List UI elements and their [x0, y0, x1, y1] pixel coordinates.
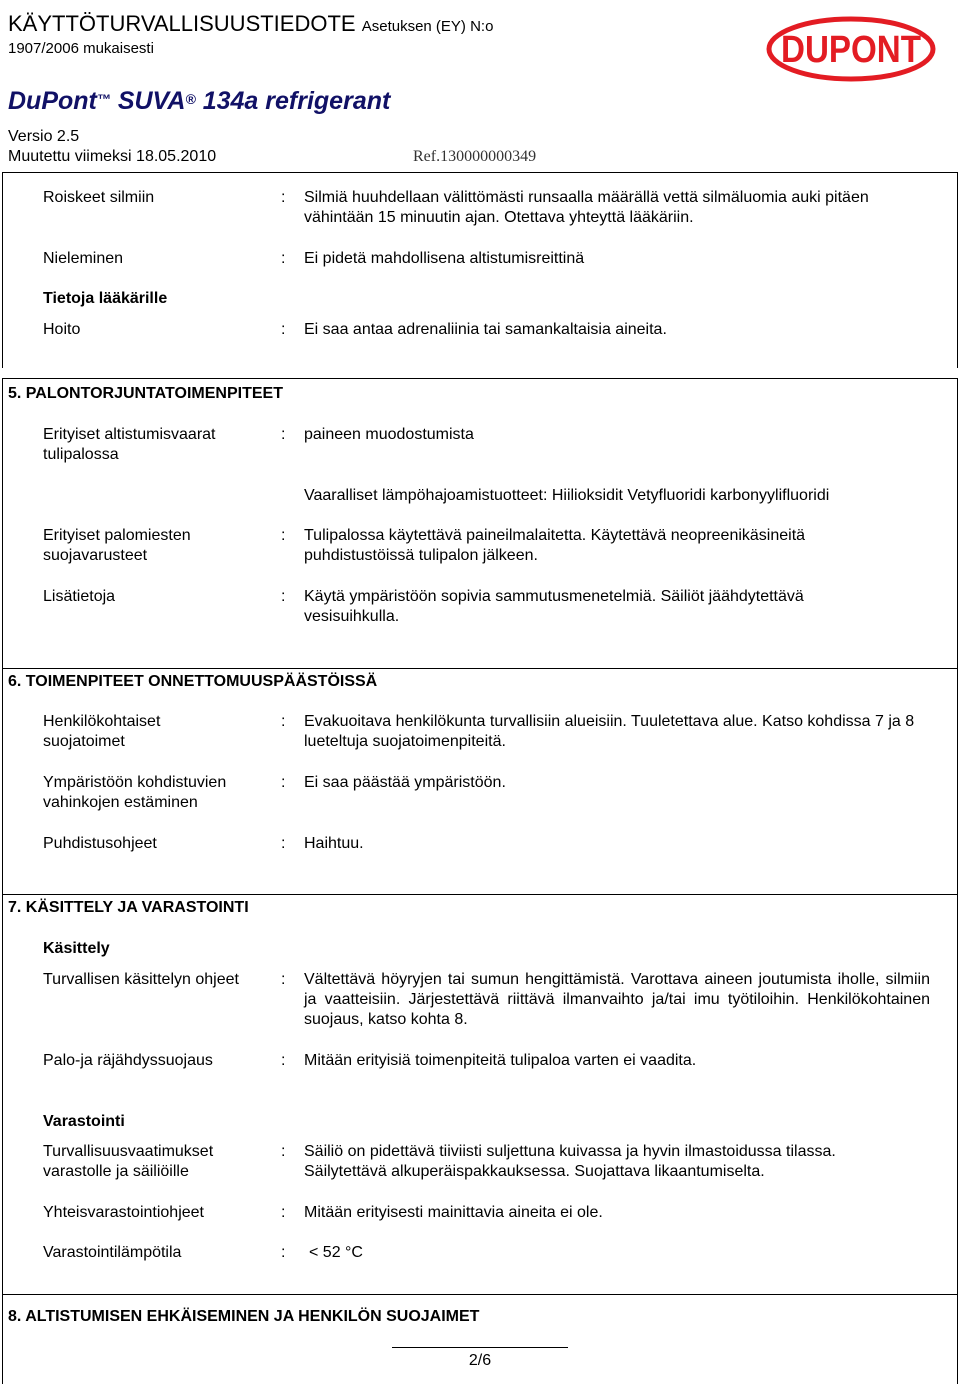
ingestion-value: Ei pidetä mahdollisena altistumisreittinä — [304, 250, 585, 267]
reference-number: Ref.130000000349 — [413, 148, 537, 165]
decomposition-products: Vaaralliset lämpöhajoamistuotteet: Hiilioksidit Vetyfluoridi karbonyylifluoridi — [304, 487, 830, 504]
product-rest: 134a refrigerant — [202, 87, 391, 115]
eye-contact-label: Roiskeet silmiin — [43, 189, 155, 206]
firefighter-ppe-value: Tulipalossa käytettävä paineilmalaitetta. Käytettävä neopreenikäsineitä puhdistustöissä tulipalon jälkeen. — [304, 527, 806, 564]
separator: : — [281, 1143, 286, 1160]
personal-precautions-label: Henkilökohtaiset — [43, 713, 161, 730]
separator: : — [281, 527, 286, 544]
separator: : — [281, 713, 286, 730]
registered-symbol: ® — [185, 91, 196, 107]
fire-hazard-label-line2: tulipalossa — [43, 446, 119, 463]
dupont-logo — [766, 16, 936, 82]
divider — [2, 172, 958, 173]
joint-storage-label: Yhteisvarastointiohjeet — [43, 1204, 204, 1221]
separator: : — [281, 1204, 286, 1221]
fire-explosion-label: Palo-ja räjähdyssuojaus — [43, 1052, 213, 1069]
divider — [2, 1294, 958, 1295]
safe-handling-label: Turvallisen käsittelyn ohjeet — [43, 971, 239, 988]
separator: : — [281, 321, 286, 338]
trademark-symbol: ™ — [96, 91, 111, 107]
storage-temperature-value: < 52 °C — [309, 1244, 363, 1261]
title-regulation-line2: 1907/2006 mukaisesti — [8, 40, 154, 57]
environmental-precautions-label: Ympäristöön kohdistuvien — [43, 774, 227, 791]
environmental-precautions-value: Ei saa päästää ympäristöön. — [304, 774, 506, 791]
additional-info-value: Käytä ympäristöön sopivia sammutusmenetelmiä. Säiliöt jäähdytettävä vesisuihkulla. — [304, 588, 804, 625]
firefighter-ppe-label: Erityiset palomiesten — [43, 527, 191, 544]
page-number: 2/6 — [468, 1352, 492, 1369]
divider — [2, 378, 958, 379]
firefighter-ppe-label-line2: suojavarusteet — [43, 547, 148, 564]
section-5-heading: 5. PALONTORJUNTATOIMENPITEET — [8, 385, 283, 402]
product-suva: SUVA — [117, 87, 186, 115]
handling-heading: Käsittely — [43, 940, 110, 957]
safe-handling-value: Vältettävä höyryjen tai sumun hengittämistä. Varottava aineen joutumista iholle, silmiin ja vaatteisiin. Järjestettävä riittävä ilmanvaihto ja/tai imu työtiloihin. Henkilökohtainen suojaus, katso kohta 8. — [304, 971, 930, 1028]
joint-storage-value: Mitään erityisesti mainittavia aineita ei ole. — [304, 1204, 603, 1221]
treatment-label: Hoito — [43, 321, 81, 338]
footer-divider — [392, 1347, 568, 1348]
section-8-heading: 8. ALTISTUMISEN EHKÄISEMINEN JA HENKILÖN SUOJAIMET — [8, 1308, 480, 1325]
additional-info-label: Lisätietoja — [43, 588, 116, 605]
separator: : — [281, 1244, 286, 1261]
storage-requirements-value: Säiliö on pidettävä tiiviisti suljettuna kuivassa ja hyvin ilmastoidussa tilassa. Säilytettävä alkuperäispakkauksessa. Suojattava likaantumiselta. — [304, 1143, 836, 1180]
storage-heading: Varastointi — [43, 1113, 125, 1130]
divider — [2, 668, 958, 669]
environmental-precautions-label-line2: vahinkojen estäminen — [43, 794, 198, 811]
personal-precautions-value: Evakuoitava henkilökunta turvallisiin alueisiin. Tuuletettava alue. Katso kohdissa 7 ja 8 lueteltuja suojatoimenpiteitä. — [304, 713, 915, 750]
version: Versio 2.5 — [8, 128, 80, 145]
separator: : — [281, 971, 286, 988]
document-header — [0, 0, 960, 172]
separator: : — [281, 189, 286, 206]
separator: : — [281, 426, 286, 443]
storage-temperature-label: Varastointilämpötila — [43, 1244, 182, 1261]
separator: : — [281, 588, 286, 605]
title-main: KÄYTTÖTURVALLISUUSTIEDOTE — [8, 11, 356, 36]
title-regulation: Asetuksen (EY) N:o — [361, 18, 494, 35]
storage-requirements-label: Turvallisuusvaatimukset — [43, 1143, 214, 1160]
separator: : — [281, 835, 286, 852]
fire-hazard-value: paineen muodostumista — [304, 426, 474, 443]
section-7-heading: 7. KÄSITTELY JA VARASTOINTI — [8, 899, 249, 916]
document-title — [8, 10, 493, 41]
product-name — [8, 85, 390, 117]
fire-explosion-value: Mitään erityisiä toimenpiteitä tulipaloa varten ei vaadita. — [304, 1052, 697, 1069]
cleanup-label: Puhdistusohjeet — [43, 835, 157, 852]
revised-date: Muutettu viimeksi 18.05.2010 — [8, 148, 217, 165]
ingestion-label: Nieleminen — [43, 250, 124, 267]
doctor-info-heading: Tietoja lääkärille — [43, 290, 168, 307]
product-brand: DuPont — [8, 87, 97, 115]
personal-precautions-label-line2: suojatoimet — [43, 733, 125, 750]
treatment-value: Ei saa antaa adrenaliinia tai samankaltaisia aineita. — [304, 321, 667, 338]
fire-hazard-label: Erityiset altistumisvaarat — [43, 426, 216, 443]
separator: : — [281, 250, 286, 267]
eye-contact-value: Silmiä huuhdellaan välittömästi runsaalla määrällä vettä silmäluomia auki pitäen vähintään 15 minuutin ajan. Otettava yhteyttä lääkäriin. — [304, 189, 869, 226]
storage-requirements-label-line2: varastolle ja säiliöille — [43, 1163, 189, 1180]
separator: : — [281, 1052, 286, 1069]
separator: : — [281, 774, 286, 791]
section-6-heading: 6. TOIMENPITEET ONNETTOMUUSPÄÄSTÖISSÄ — [8, 673, 378, 690]
logo-wordmark: DUPONT — [781, 29, 921, 71]
section-7-frame — [2, 894, 958, 1294]
divider — [2, 894, 958, 895]
cleanup-value: Haihtuu. — [304, 835, 364, 852]
